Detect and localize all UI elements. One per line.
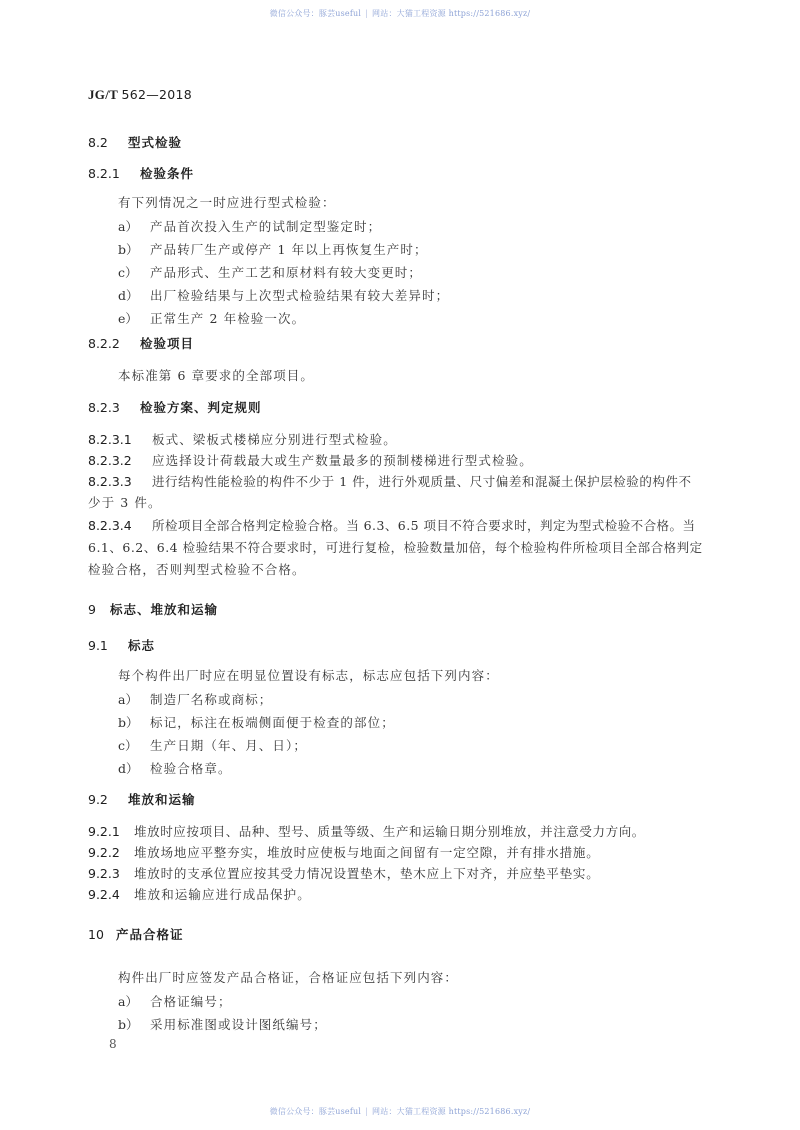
clause-continuation: 检验合格，否则判型式检验不合格。 — [88, 562, 306, 577]
watermark-website: 网站：大猫工程资源 https://521686.xyz/ — [372, 1107, 531, 1116]
list-text: 产品形式、生产工艺和原材料有较大变更时； — [150, 265, 423, 280]
heading-title: 标志、堆放和运输 — [110, 602, 219, 617]
heading-title: 检验条件 — [140, 166, 195, 181]
standard-code: JG/T — [88, 87, 118, 102]
heading-9 — [88, 600, 218, 618]
clause-number: 9.2.2 — [88, 845, 120, 860]
heading-9-2 — [88, 790, 196, 808]
heading-title: 检验方案、判定规则 — [140, 400, 262, 415]
clause-8-2-3-3 — [88, 472, 692, 490]
list-text: 检验合格章。 — [150, 761, 232, 776]
clause-text: 进行结构性能检验的构件不少于 1 件，进行外观质量、尺寸偏差和混凝土保护层检验的构件不 — [152, 474, 692, 489]
list-marker: c） — [118, 738, 138, 753]
list-item — [118, 992, 232, 1010]
list-text: 生产日期（年、月、日）； — [150, 738, 307, 753]
list-text: 出厂检验结果与上次型式检验结果有较大差异时； — [150, 288, 450, 303]
heading-title: 型式检验 — [128, 135, 183, 150]
heading-title: 产品合格证 — [116, 927, 184, 942]
heading-number: 10 — [88, 927, 104, 942]
heading-number: 8.2.3 — [88, 400, 120, 415]
watermark-wechat: 微信公众号：豚芸useful — [269, 9, 362, 18]
watermark-wechat: 微信公众号：豚芸useful — [269, 1107, 362, 1116]
list-item — [118, 240, 428, 258]
heading-number: 9 — [88, 602, 96, 617]
list-marker: b） — [118, 242, 139, 257]
list-item — [118, 217, 381, 235]
clause-number: 8.2.3.2 — [88, 453, 132, 468]
list-marker: a） — [118, 994, 138, 1009]
heading-8-2-3 — [88, 398, 262, 416]
heading-8-2 — [88, 133, 182, 151]
clause-continuation: 6.1、6.2、6.4 检验结果不符合要求时，可进行复检，检验数量加倍，每个检验构件所检项目全部合格判定 — [88, 540, 703, 555]
list-text: 正常生产 2 年检验一次。 — [150, 311, 306, 326]
list-item — [118, 1015, 327, 1033]
heading-9-1 — [88, 636, 155, 654]
clause-text: 板式、梁板式楼梯应分别进行型式检验。 — [152, 432, 397, 447]
clause-number: 8.2.3.1 — [88, 432, 132, 447]
list-item — [118, 263, 422, 281]
heading-8-2-2 — [88, 334, 194, 352]
clause-continuation: 少于 3 件。 — [88, 495, 162, 510]
paragraph: 有下列情况之一时应进行型式检验： — [118, 195, 336, 210]
clause-8-2-3-1 — [88, 430, 397, 448]
clause-number: 8.2.3.4 — [88, 518, 132, 533]
clause-9-2-3 — [88, 864, 600, 882]
heading-8-2-1 — [88, 164, 194, 182]
clause-9-2-2 — [88, 843, 600, 861]
clause-text: 堆放时应按项目、品种、型号、质量等级、生产和运输日期分别堆放，并注意受力方向。 — [134, 824, 645, 839]
clause-text: 所检项目全部合格判定检验合格。当 6.3、6.5 项目不符合要求时，判定为型式检验不合格。当 — [152, 518, 696, 533]
heading-title: 检验项目 — [140, 336, 195, 351]
list-marker: d） — [118, 761, 139, 776]
list-text: 制造厂名称或商标； — [150, 692, 273, 707]
clause-8-2-3-2 — [88, 451, 533, 469]
list-text: 产品首次投入生产的试制定型鉴定时； — [150, 219, 382, 234]
heading-number: 9.2 — [88, 792, 108, 807]
list-marker: a） — [118, 692, 138, 707]
heading-number: 8.2.2 — [88, 336, 120, 351]
clause-9-2-4 — [88, 885, 311, 903]
list-text: 产品转厂生产或停产 1 年以上再恢复生产时； — [150, 242, 428, 257]
list-text: 采用标准图或设计图纸编号； — [150, 1017, 327, 1032]
clause-number: 9.2.1 — [88, 824, 120, 839]
clause-text: 应选择设计荷载最大或生产数量最多的预制楼梯进行型式检验。 — [152, 453, 533, 468]
list-item — [118, 286, 449, 304]
heading-number: 9.1 — [88, 638, 108, 653]
list-item — [118, 736, 307, 754]
list-marker: b） — [118, 1017, 139, 1032]
list-marker: d） — [118, 288, 139, 303]
clause-text: 堆放时的支承位置应按其受力情况设置垫木，垫木应上下对齐，并应垫平垫实。 — [134, 866, 600, 881]
heading-title: 标志 — [128, 638, 156, 653]
page-number: 8 — [109, 1037, 117, 1051]
list-item — [118, 713, 395, 731]
heading-number: 8.2 — [88, 135, 108, 150]
clause-text: 堆放和运输应进行成品保护。 — [134, 887, 311, 902]
list-marker: b） — [118, 715, 139, 730]
list-text: 标记，标注在板端侧面便于检查的部位； — [150, 715, 395, 730]
clause-number: 9.2.3 — [88, 866, 120, 881]
list-marker: e） — [118, 311, 138, 326]
list-item — [118, 690, 272, 708]
standard-number: 562—2018 — [121, 87, 193, 102]
heading-number: 8.2.1 — [88, 166, 120, 181]
heading-10 — [88, 925, 184, 943]
standard-code-header — [88, 87, 192, 103]
list-item — [118, 309, 305, 327]
heading-title: 堆放和运输 — [128, 792, 196, 807]
list-item — [118, 759, 232, 777]
list-marker: c） — [118, 265, 138, 280]
clause-number: 8.2.3.3 — [88, 474, 132, 489]
list-marker: a） — [118, 219, 138, 234]
watermark-website: 网站：大猫工程资源 https://521686.xyz/ — [372, 9, 531, 18]
clause-8-2-3-4 — [88, 516, 695, 534]
list-text: 合格证编号； — [150, 994, 232, 1009]
clause-number: 9.2.4 — [88, 887, 120, 902]
watermark-bottom: 微信公众号：豚芸useful | 网站：大猫工程资源 https://521686.xyz/ — [269, 1107, 531, 1116]
clause-9-2-1 — [88, 822, 645, 840]
clause-text: 堆放场地应平整夯实，堆放时应使板与地面之间留有一定空隙，并有排水措施。 — [134, 845, 600, 860]
watermark-top: 微信公众号：豚芸useful | 网站：大猫工程资源 https://521686.xyz/ — [269, 9, 531, 18]
paragraph: 本标准第 6 章要求的全部项目。 — [118, 368, 315, 383]
paragraph: 构件出厂时应签发产品合格证，合格证应包括下列内容： — [118, 970, 459, 985]
paragraph: 每个构件出厂时应在明显位置设有标志，标志应包括下列内容： — [118, 668, 499, 683]
